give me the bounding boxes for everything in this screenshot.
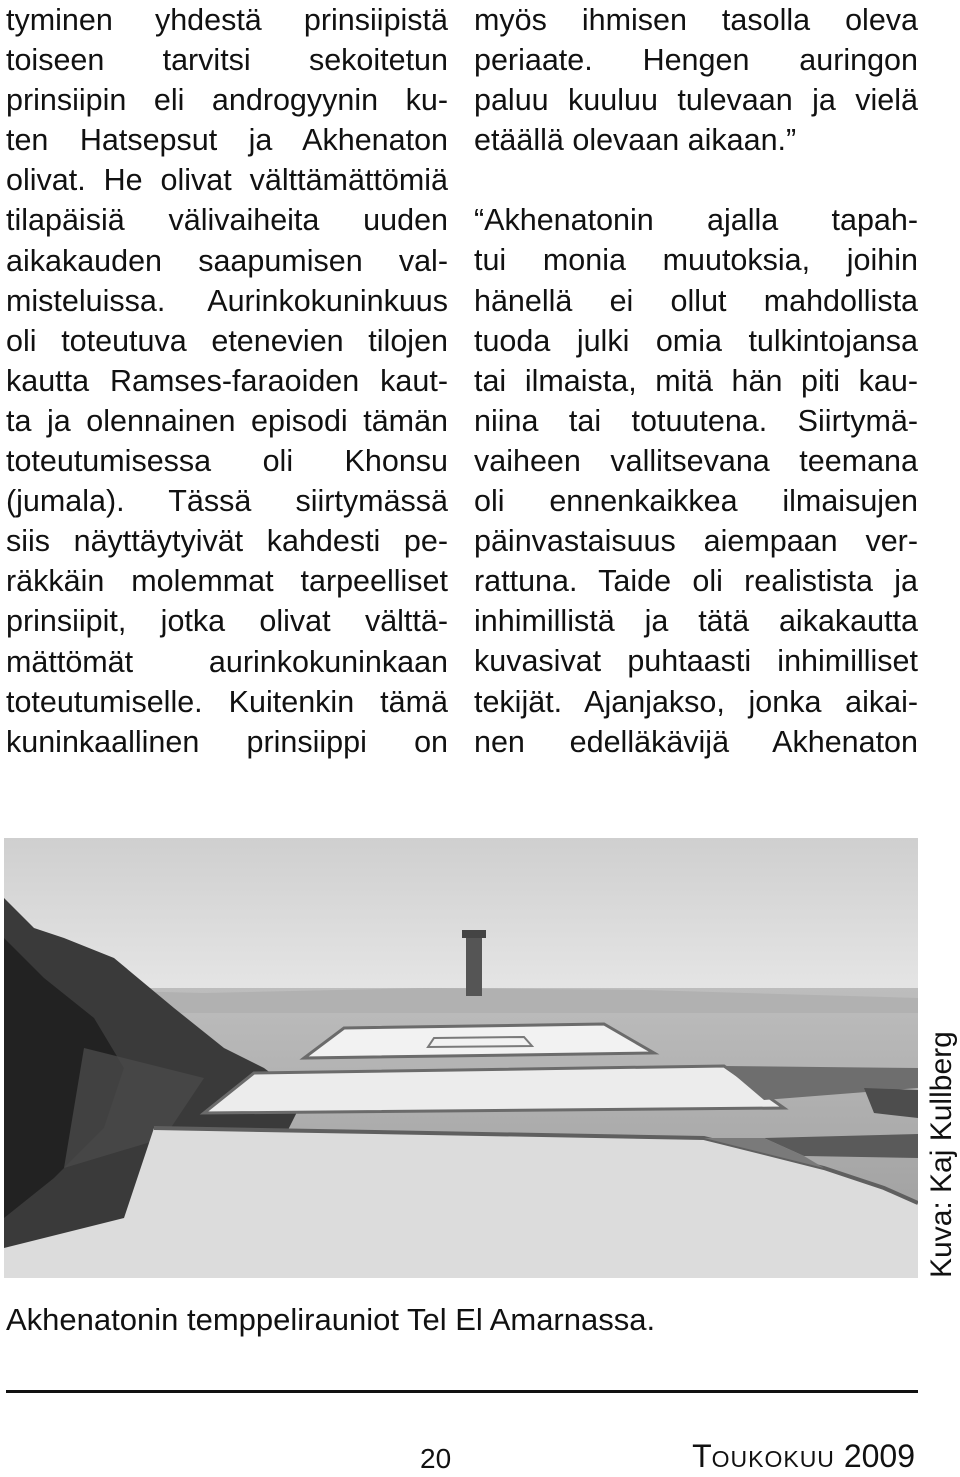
text-line: rattuna. Taide oli realistista ja: [474, 564, 918, 599]
issue-label: [692, 1438, 915, 1477]
text-line: päinvastaisuus aiempaan ver-: [474, 524, 918, 559]
text-line: siis näyttäytyivät kahdesti pe-: [6, 524, 448, 559]
text-line: oli ennenkaikkea ilmaisujen: [474, 484, 918, 519]
text-line: myös ihmisen tasolla oleva: [474, 3, 918, 37]
temple-ruins-illustration: [4, 838, 918, 1278]
issue-month-initial: T: [692, 1438, 712, 1474]
text-line: tyminen yhdestä prinsiipistä: [6, 3, 448, 37]
text-line: tuoda julki omia tulkintojansa: [474, 323, 918, 358]
photo-caption: Akhenatonin temppelirauniot Tel El Amarnassa.: [6, 1302, 656, 1337]
issue-year: 2009: [843, 1438, 915, 1474]
text-line: prinsiipin eli androgyynin ku-: [6, 83, 448, 118]
text-line: tai ilmaista, mitä hän piti kau-: [474, 363, 918, 398]
text-line: oli toteutuva etenevien tilojen: [6, 323, 448, 358]
text-line: aikakauden saapumisen val-: [6, 243, 448, 278]
text-line: prinsiipit, jotka olivat välttä-: [6, 604, 448, 639]
text-line: tui monia muutoksia, joihin: [474, 243, 918, 278]
text-line: olivat. He olivat välttämättömiä: [6, 163, 448, 198]
text-line: toiseen tarvitsi sekoitetun: [6, 43, 448, 78]
text-line: nen edelläkävijä Akhenaton: [474, 724, 918, 759]
text-line: misteluissa. Aurinkokuninkuus: [6, 283, 448, 318]
text-line: paluu kuuluu tulevaan ja vielä: [474, 83, 918, 118]
text-line: kuvasivat puhtaasti inhimilliset: [474, 644, 918, 679]
text-line: ta ja olennainen episodi tämän: [6, 403, 448, 438]
text-line: periaate. Hengen auringon: [474, 43, 918, 78]
text-line: “Akhenatonin ajalla tapah-: [474, 203, 918, 238]
text-line: vaiheen vallitsevana teemana: [474, 443, 918, 478]
text-line: mättömät aurinkokuninkaan: [6, 644, 448, 679]
right-text-column: [474, 0, 918, 762]
text-line: räkkäin molemmat tarpeelliset: [6, 564, 448, 599]
photo-credit: Kuva: Kaj Kullberg: [925, 1031, 958, 1278]
text-line: toteutumisessa oli Khonsu: [6, 444, 448, 479]
text-line: tekijät. Ajanjakso, jonka aikai-: [474, 684, 918, 719]
paragraph-gap: [474, 160, 918, 200]
issue-month-rest: OUKOKUU: [711, 1446, 835, 1472]
text-line: tilapäisiä välivaiheita uuden: [6, 203, 448, 238]
text-line: ten Hatsepsut ja Akhenaton: [6, 123, 448, 158]
text-line: (jumala). Tässä siirtymässä: [6, 484, 448, 519]
text-line: toteutumiselle. Kuitenkin tämä: [6, 684, 448, 719]
text-line: hänellä ei ollut mahdollista: [474, 283, 918, 318]
text-line: etäällä olevaan aikaan.”: [474, 123, 797, 158]
footer-divider: [6, 1390, 918, 1393]
left-text-column: [6, 0, 448, 762]
text-line: kuninkaallinen prinsiippi on: [6, 724, 448, 759]
text-line: kautta Ramses-faraoiden kaut-: [6, 363, 448, 398]
text-line: niina tai totuutena. Siirtymä-: [474, 403, 918, 438]
page-number: 20: [420, 1443, 452, 1474]
text-line: inhimillistä ja tätä aikakautta: [474, 604, 918, 639]
temple-ruins-photo: [4, 838, 918, 1278]
